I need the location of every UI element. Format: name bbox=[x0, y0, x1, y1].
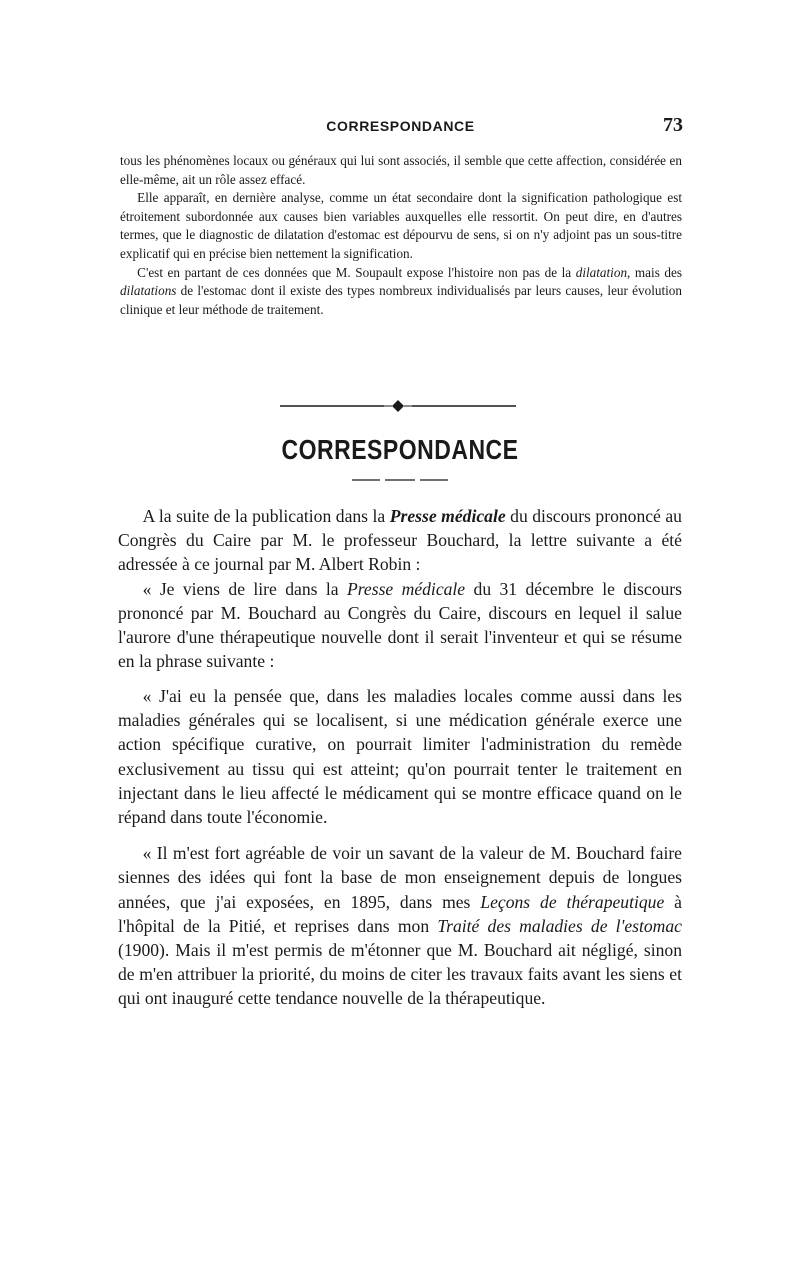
letter-body bbox=[118, 684, 682, 1011]
paragraph: A la suite de la publication dans la Presse médicale du discours prononcé au Congrès du Caire par M. le professeur Bouchard, la lettre suivante a été adressée à ce journal par M. Albert Robin : bbox=[118, 506, 682, 575]
section-title: CORRESPONDANCE bbox=[281, 434, 519, 466]
diamond-ornament-divider bbox=[280, 398, 516, 414]
running-title: CORRESPONDANCE bbox=[326, 118, 475, 134]
paragraph: tous les phénomènes locaux ou généraux qui lui sont associés, il semble que cette affection, considérée en elle-même, ait un rôle assez effacé. bbox=[120, 153, 682, 187]
title-rule bbox=[352, 478, 448, 482]
paragraph: Elle apparaît, en dernière analyse, comme un état secondaire dont la signification pathologique est étroitement subordonnée aux causes bien variables auxquelles elle ressortit. On peut dire, en d'autres termes, que le diagnostic de dilatation d'estomac est dépourvu de sens, si on n'y adjoint pas un sous-titre explicatif qui en précise bien nettement la signification. bbox=[120, 190, 682, 261]
letter-introduction bbox=[118, 504, 682, 673]
previous-article-text bbox=[120, 152, 682, 319]
running-head bbox=[118, 114, 683, 140]
quoted-passage: « J'ai eu la pensée que, dans les maladies locales comme aussi dans les maladies générales qui se localisent, si une médication générale exerce une action spécifique curative, on pourrait limiter l'administration du remède exclusivement au tissu qui est atteint; qu'on pourrait tenter le traitement en injectant dans le lieu affecté le médicament qui se montre efficace quand on le répand dans toute l'économie. bbox=[118, 686, 682, 828]
page-number: 73 bbox=[663, 114, 683, 136]
paragraph: « Il m'est fort agréable de voir un savant de la valeur de M. Bouchard faire siennes des idées qui font la base de mon enseignement depuis de longues années, que j'ai exposées, en 1895, dans mes Leçons de thérapeutique à l'hôpital de la Pitié, et reprises dans mon Traité des maladies de l'estomac (1900). Mais il m'est permis de m'étonner que M. Bouchard ait négligé, sinon de m'en attribuer la priorité, du moins de citer les travaux faits avant les siens et qui ont inauguré cette tendance nouvelle de la thérapeutique. bbox=[118, 843, 682, 1009]
paragraph: « Je viens de lire dans la Presse médicale du 31 décembre le discours prononcé par M. Bouchard au Congrès du Caire, discours en lequel il salue l'aurore d'une thérapeutique nouvelle dont il serait l'inventeur et qui se résume en la phrase suivante : bbox=[118, 578, 682, 672]
paragraph: C'est en partant de ces données que M. Soupault expose l'histoire non pas de la dilatation, mais des dilatations de l'estomac dont il existe des types nombreux individualisés par leurs causes, leur évolution clinique et leur méthode de traitement. bbox=[120, 264, 682, 317]
